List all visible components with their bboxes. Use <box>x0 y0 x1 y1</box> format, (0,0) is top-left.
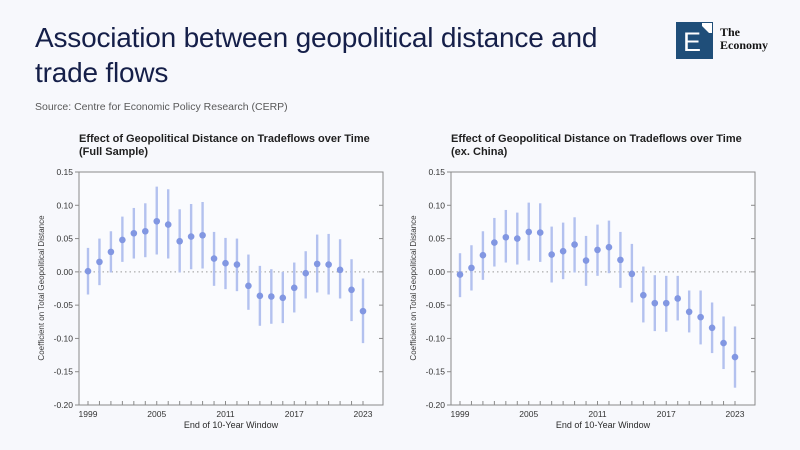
data-point <box>480 252 487 259</box>
data-point <box>325 261 332 268</box>
data-point <box>119 237 126 244</box>
data-point <box>583 257 590 264</box>
data-point <box>165 221 172 228</box>
y-tick-label: 0.05 <box>428 233 445 244</box>
data-point <box>96 259 103 266</box>
data-point <box>674 295 681 302</box>
data-point <box>291 285 298 292</box>
logo-name-line2: Economy <box>720 38 768 52</box>
data-point <box>108 249 115 256</box>
y-tick-label: -0.15 <box>53 366 73 377</box>
y-tick-label: 0.15 <box>56 167 73 177</box>
x-tick-label: 2023 <box>353 409 373 419</box>
source-text: Source: Centre for Economic Policy Research (CERP) <box>35 101 288 113</box>
economy-logo-name <box>720 26 768 52</box>
data-point <box>142 228 149 235</box>
data-point <box>314 261 321 268</box>
x-axis-label: End of 10-Year Window <box>555 420 651 430</box>
data-point <box>337 267 344 274</box>
data-point <box>709 324 716 331</box>
page-title-line2: trade flows <box>35 57 169 88</box>
data-point <box>491 239 498 246</box>
page-title <box>35 20 655 90</box>
plot-area <box>54 167 383 419</box>
y-tick-label: -0.15 <box>425 366 445 377</box>
data-point <box>245 283 252 290</box>
data-point <box>606 244 613 251</box>
data-point <box>360 308 367 315</box>
data-point <box>85 268 92 275</box>
chart-title-line2: (ex. China) <box>451 146 508 158</box>
data-point <box>571 241 578 248</box>
y-tick-label: -0.10 <box>425 333 445 344</box>
data-point <box>651 300 658 307</box>
x-tick-label: 2005 <box>147 409 167 419</box>
coefficient-plot-ex-china <box>407 162 769 434</box>
chart-title-line2: (Full Sample) <box>79 146 149 158</box>
y-tick-label: -0.10 <box>53 333 73 344</box>
data-point <box>268 293 275 300</box>
data-point <box>594 247 601 254</box>
y-tick-label: 0.10 <box>56 200 73 211</box>
x-tick-label: 2023 <box>725 409 745 419</box>
data-point <box>548 251 555 258</box>
data-point <box>468 265 475 272</box>
data-point <box>537 229 544 236</box>
data-point <box>188 233 195 240</box>
y-tick-label: 0.10 <box>428 200 445 211</box>
y-tick-label: 0.15 <box>428 167 445 177</box>
data-point <box>640 292 647 299</box>
y-axis-label: Coefficient on Total Geopolitical Distance <box>37 215 46 361</box>
data-point <box>211 255 218 262</box>
data-point <box>525 229 532 236</box>
data-point <box>686 309 693 316</box>
page-title-line1: Association between geopolitical distance and <box>35 22 598 53</box>
data-point <box>348 287 355 294</box>
data-point <box>663 300 670 307</box>
x-tick-label: 2017 <box>656 409 676 419</box>
y-tick-label: 0.00 <box>56 266 73 277</box>
y-tick-label: -0.05 <box>53 300 73 311</box>
x-tick-label: 2011 <box>216 409 235 419</box>
data-point <box>560 248 567 255</box>
data-point <box>503 234 510 241</box>
chart-title-line1: Effect of Geopolitical Distance on Tradeflows over Time <box>79 133 370 145</box>
charts-row <box>35 133 780 434</box>
data-point <box>617 257 624 264</box>
y-tick-label: 0.00 <box>428 266 445 277</box>
economy-logo <box>676 22 768 59</box>
y-axis-label: Coefficient on Total Geopolitical Distance <box>409 215 418 361</box>
plot-frame <box>451 172 755 405</box>
x-axis-label: End of 10-Year Window <box>183 420 279 430</box>
economy-logo-mark-icon <box>676 22 713 59</box>
data-point <box>153 218 160 225</box>
data-point <box>257 293 264 300</box>
y-tick-label: -0.20 <box>425 400 445 410</box>
logo-name-line1: The <box>720 25 741 39</box>
data-point <box>176 238 183 245</box>
chart-title-line1: Effect of Geopolitical Distance on Tradeflows over Time <box>451 133 742 145</box>
plot-frame <box>79 172 383 405</box>
plot-area <box>426 167 755 419</box>
data-point <box>131 230 138 237</box>
data-point <box>222 260 229 267</box>
logo-letter: E <box>683 27 702 57</box>
data-point <box>732 354 739 361</box>
data-point <box>199 232 206 239</box>
data-point <box>457 271 464 278</box>
coefficient-plot-full-sample <box>35 162 397 434</box>
y-tick-label: -0.20 <box>53 400 73 410</box>
data-point <box>514 235 521 242</box>
x-tick-label: 1999 <box>450 409 470 419</box>
data-point <box>720 340 727 347</box>
data-point <box>302 270 309 277</box>
x-tick-label: 2017 <box>284 409 304 419</box>
x-tick-label: 2005 <box>519 409 539 419</box>
y-tick-label: -0.05 <box>425 300 445 311</box>
data-point <box>697 314 704 321</box>
data-point <box>629 271 636 278</box>
x-tick-label: 2011 <box>588 409 607 419</box>
chart-figure-full-sample <box>35 133 397 434</box>
chart-title-full-sample <box>79 133 397 159</box>
chart-figure-ex-china <box>407 133 769 434</box>
x-tick-label: 1999 <box>78 409 98 419</box>
data-point <box>234 261 241 268</box>
data-point <box>279 295 286 302</box>
y-tick-label: 0.05 <box>56 233 73 244</box>
chart-title-ex-china <box>451 133 769 159</box>
